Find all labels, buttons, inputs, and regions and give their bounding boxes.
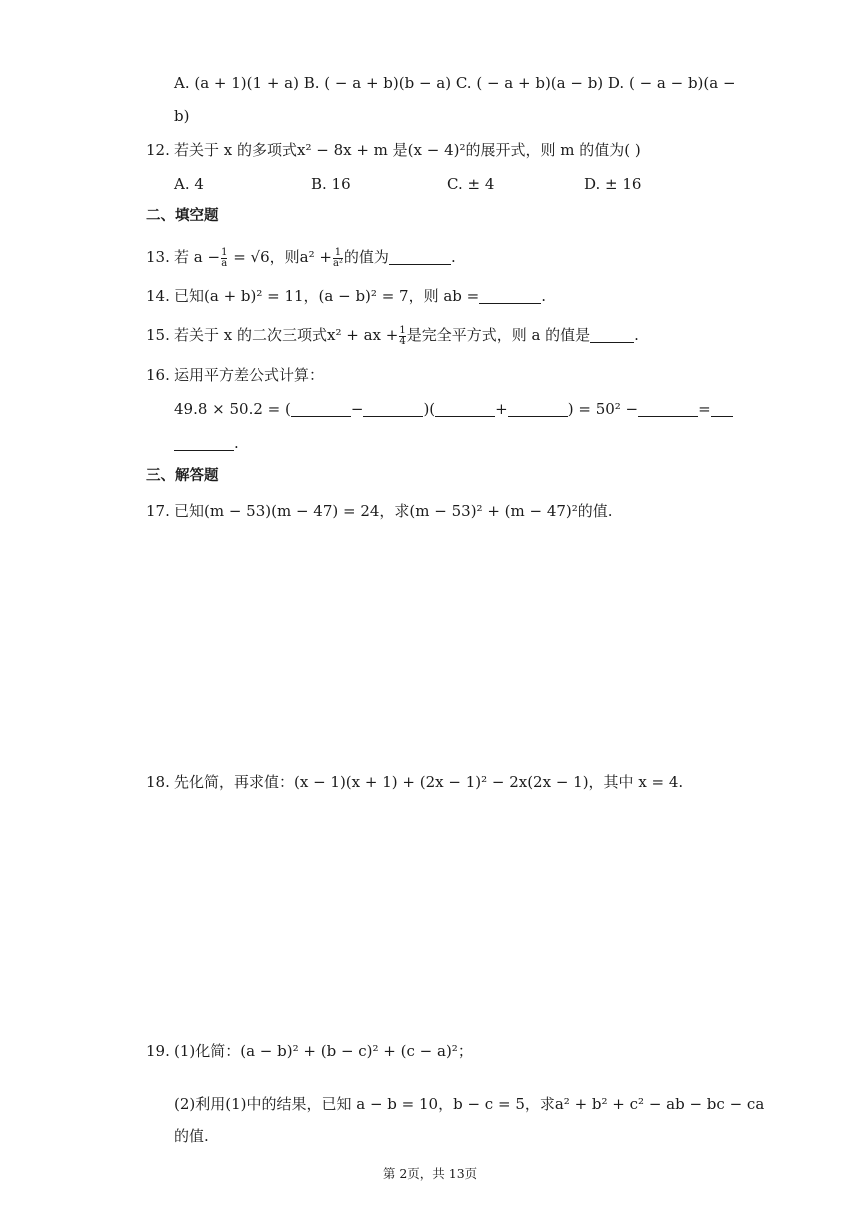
q12-option-c: C. ± 4: [447, 175, 495, 193]
q18-number: 18.: [146, 773, 170, 791]
q13-number: 13.: [146, 248, 170, 266]
fraction: $\frac{1}{4}$: [399, 324, 406, 347]
answer-blank: [174, 434, 234, 451]
q15-text: 若关于 x 的二次三项式x² + ax + $\frac{1}{4}$ 是完全平方式，则 a 的值是 .: [174, 324, 639, 347]
fraction: $\frac{1}{a}$: [221, 246, 228, 269]
q17-number: 17.: [146, 502, 170, 520]
q12-stem: 若关于 x 的多项式x² − 8x + m 是(x − 4)²的展开式，则 m 的值为( ): [174, 141, 641, 159]
answer-blank: [435, 400, 495, 417]
section-title-fill-in: 二、填空题: [146, 208, 219, 224]
q13-text: 若 a − $\frac{1}{a}$ = √6，则a² + $\frac{1}{\text{a²}}$ 的值为 .: [174, 246, 456, 269]
q19-number: 19.: [146, 1042, 170, 1060]
answer-blank: [389, 248, 451, 265]
q16-number: 16.: [146, 366, 170, 384]
q11-options-line1: A. (a + 1)(1 + a) B. ( − a + b)(b − a) C. ( − a + b)(a − b) D. ( − a − b)(a −: [174, 74, 736, 92]
answer-blank: [508, 400, 568, 417]
fraction: $\frac{1}{\text{a²}}$: [332, 246, 343, 269]
q16-formula: 49.8 × 50.2 = ( − )( + ) = 50² − =: [174, 398, 733, 420]
answer-blank: [291, 400, 351, 417]
answer-blank: [638, 400, 698, 417]
section-title-solve: 三、解答题: [146, 468, 219, 484]
q12-option-b: B. 16: [311, 175, 351, 193]
q19-part1: (1)化简：(a − b)² + (b − c)² + (c − a)²；: [174, 1042, 473, 1060]
q12-option-a: A. 4: [174, 175, 204, 193]
q18-text: 先化简，再求值：(x − 1)(x + 1) + (2x − 1)² − 2x(2x − 1)，其中 x = 4.: [174, 773, 684, 791]
q19-part2-cont: 的值.: [174, 1127, 209, 1145]
q11-options-line2: b): [174, 107, 190, 125]
q16-formula-cont: .: [174, 432, 239, 454]
answer-blank: [590, 326, 634, 343]
q12-option-d: D. ± 16: [584, 175, 642, 193]
answer-blank: [363, 400, 423, 417]
q17-text: 已知(m − 53)(m − 47) = 24，求(m − 53)² + (m − 47)²的值.: [174, 502, 613, 520]
answer-blank: [711, 400, 733, 417]
q19-part2: (2)利用(1)中的结果，已知 a − b = 10，b − c = 5，求a² + b² + c² − ab − bc − ca: [174, 1095, 765, 1113]
q12-number: 12.: [146, 141, 170, 159]
q16-stem: 运用平方差公式计算：: [174, 366, 325, 384]
answer-blank: [479, 287, 541, 304]
page-footer: 第 2页，共 13页: [382, 1166, 478, 1181]
q14-number: 14.: [146, 287, 170, 305]
q14-text: 已知(a + b)² = 11，(a − b)² = 7，则 ab = .: [174, 287, 547, 305]
q15-number: 15.: [146, 326, 170, 344]
